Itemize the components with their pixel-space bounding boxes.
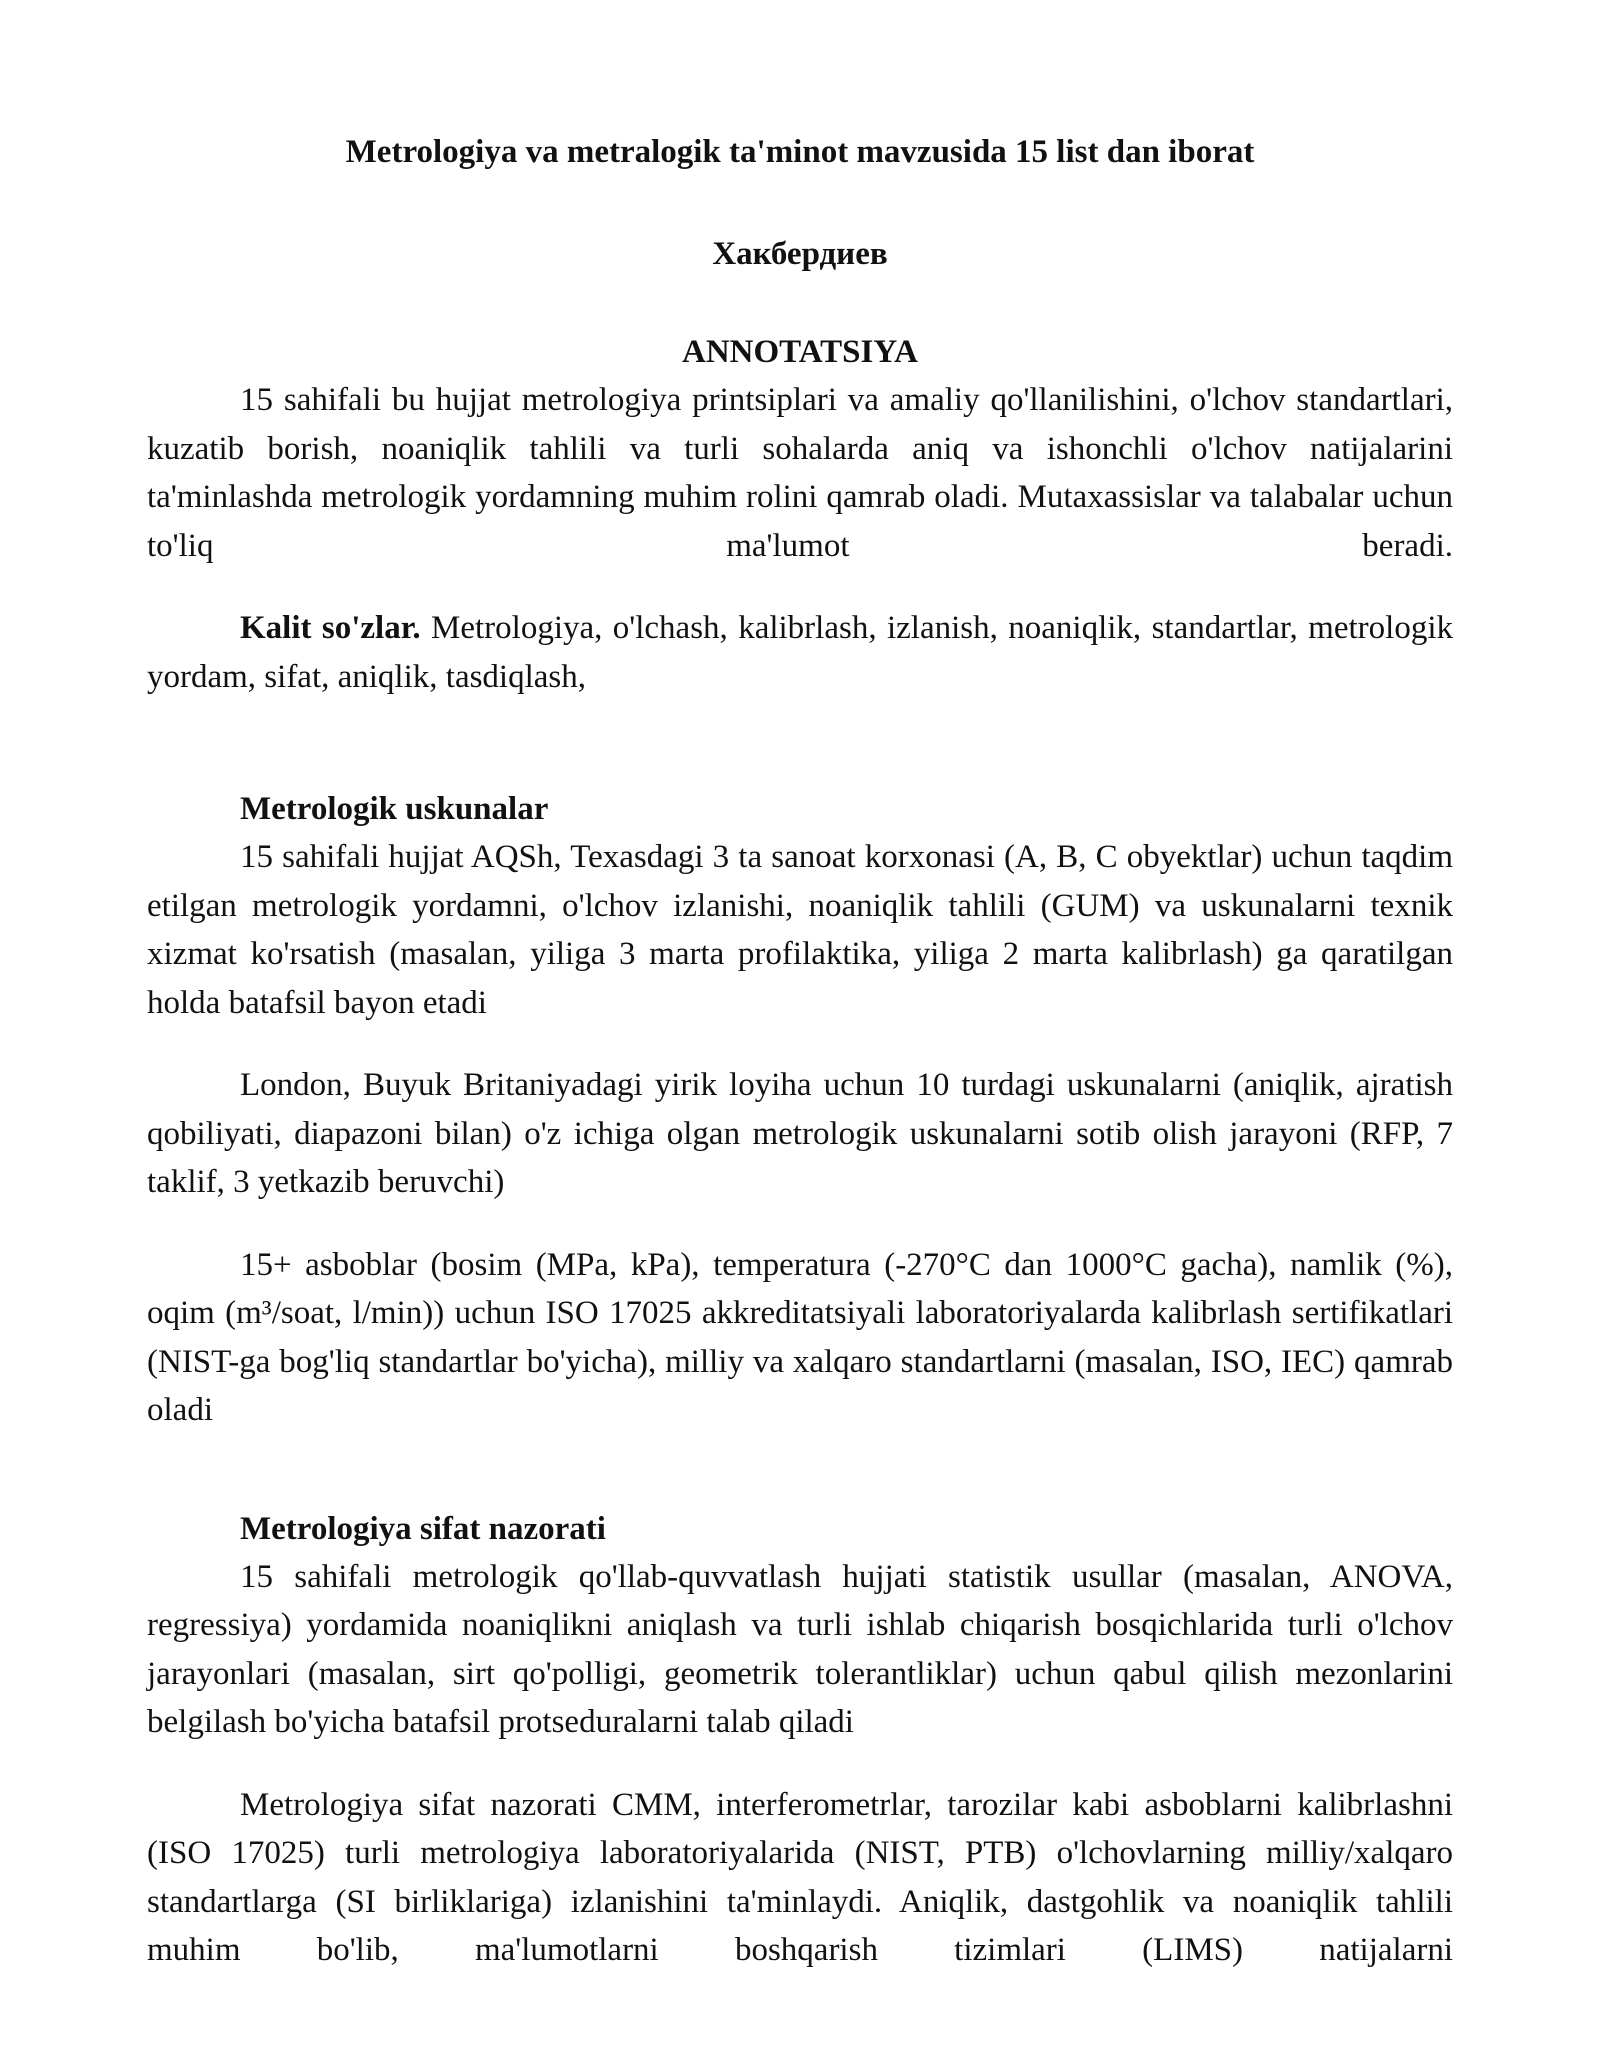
section-paragraph: 15 sahifali metrologik qo'llab-quvvatlash hujjati statistik usullar (masalan, ANOVA, regressiya) yordamida noaniqlikni aniqlash va turli ishlab chiqarish bosqichlarida turli o'lchov jarayonlari (masalan, sirt qo'polligi, geometrik tolerantliklar) uchun qabul qilish mezonlarini belgilash bo'yicha batafsil protseduralarni talab qiladi (147, 1558, 1453, 1740)
annotation-heading: ANNOTATSIYA (682, 334, 918, 370)
keywords-paragraph (147, 604, 1453, 701)
author-name: Хакбердиев (712, 236, 888, 272)
section-paragraph: 15 sahifali hujjat AQSh, Texasdagi 3 ta sanoat korxonasi (A, B, C obyektlar) uchun taqdim etilgan metrologik yordamni, o'lchov izlanishi, noaniqlik tahlili (GUM) va uskunalarni texnik xizmat ko'rsatish (masalan, yiliga 3 marta profilaktika, yiliga 2 marta kalibrlash) ga qaratilgan holda batafsil bayon etadi (147, 839, 1453, 1021)
annotation-paragraph: 15 sahifali bu hujjat metrologiya printsiplari va amaliy qo'llanilishini, o'lchov standartlari, kuzatib borish, noaniqlik tahlili va turli sohalarda aniq va ishonchli o'lchov natijalarini ta'minlashda metrologik yordamning muhim rolini qamrab oladi. Mutaxassislar va talabalar uchun to'liq ma'lumot beradi. (147, 382, 1453, 564)
document-title: Metrologiya va metralogik ta'minot mavzusida 15 list dan iborat (345, 134, 1255, 170)
section-heading-equipment: Metrologik uskunalar (240, 791, 549, 827)
section-paragraph: 15+ asboblar (bosim (MPa, kPa), temperatura (-270°C dan 1000°C gacha), namlik (%), oqim (m³/soat, l/min)) uchun ISO 17025 akkreditatsiyali laboratoriyalarda kalibrlash sertifikatlari (NIST-ga bog'liq standartlar bo'yicha), milliy va xalqaro standartlarni (masalan, ISO, IEC) qamrab oladi (147, 1246, 1453, 1428)
document-page (147, 128, 1453, 1975)
spacer (147, 1435, 1453, 1505)
spacer (147, 1747, 1453, 1781)
section-heading-quality-control: Metrologiya sifat nazorati (240, 1510, 606, 1547)
section-paragraph: Metrologiya sifat nazorati CMM, interferometrlar, tarozilar kabi asboblarni kalibrlashni (ISO 17025) turli metrologiya laboratoriyalarida (NIST, PTB) o'lchovlarning milliy/xalqaro standartlarga (SI birliklariga) izlanishini ta'minlaydi. Aniqlik, dastgohlik va noaniqlik tahlili muhim bo'lib, ma'lumotlarni boshqarish tizimlari (LIMS) natijalarni (147, 1786, 1453, 1968)
spacer (147, 1027, 1453, 1061)
keywords-label: Kalit so'zlar. (240, 610, 421, 646)
spacer (147, 701, 1453, 785)
spacer (147, 570, 1453, 604)
section-paragraph: London, Buyuk Britaniyadagi yirik loyiha uchun 10 turdagi uskunalarni (aniqlik, ajratish qobiliyati, diapazoni bilan) o'z ichiga olgan metrologik uskunalarni sotib olish jarayoni (RFP, 7 taklif, 3 yetkazib beruvchi) (147, 1067, 1453, 1200)
spacer (147, 1207, 1453, 1241)
keywords-text: Metrologiya, o'lchash, kalibrlash, izlanish, noaniqlik, standartlar, metrologik yordam, sifat, aniqlik, tasdiqlash, (147, 610, 1453, 695)
